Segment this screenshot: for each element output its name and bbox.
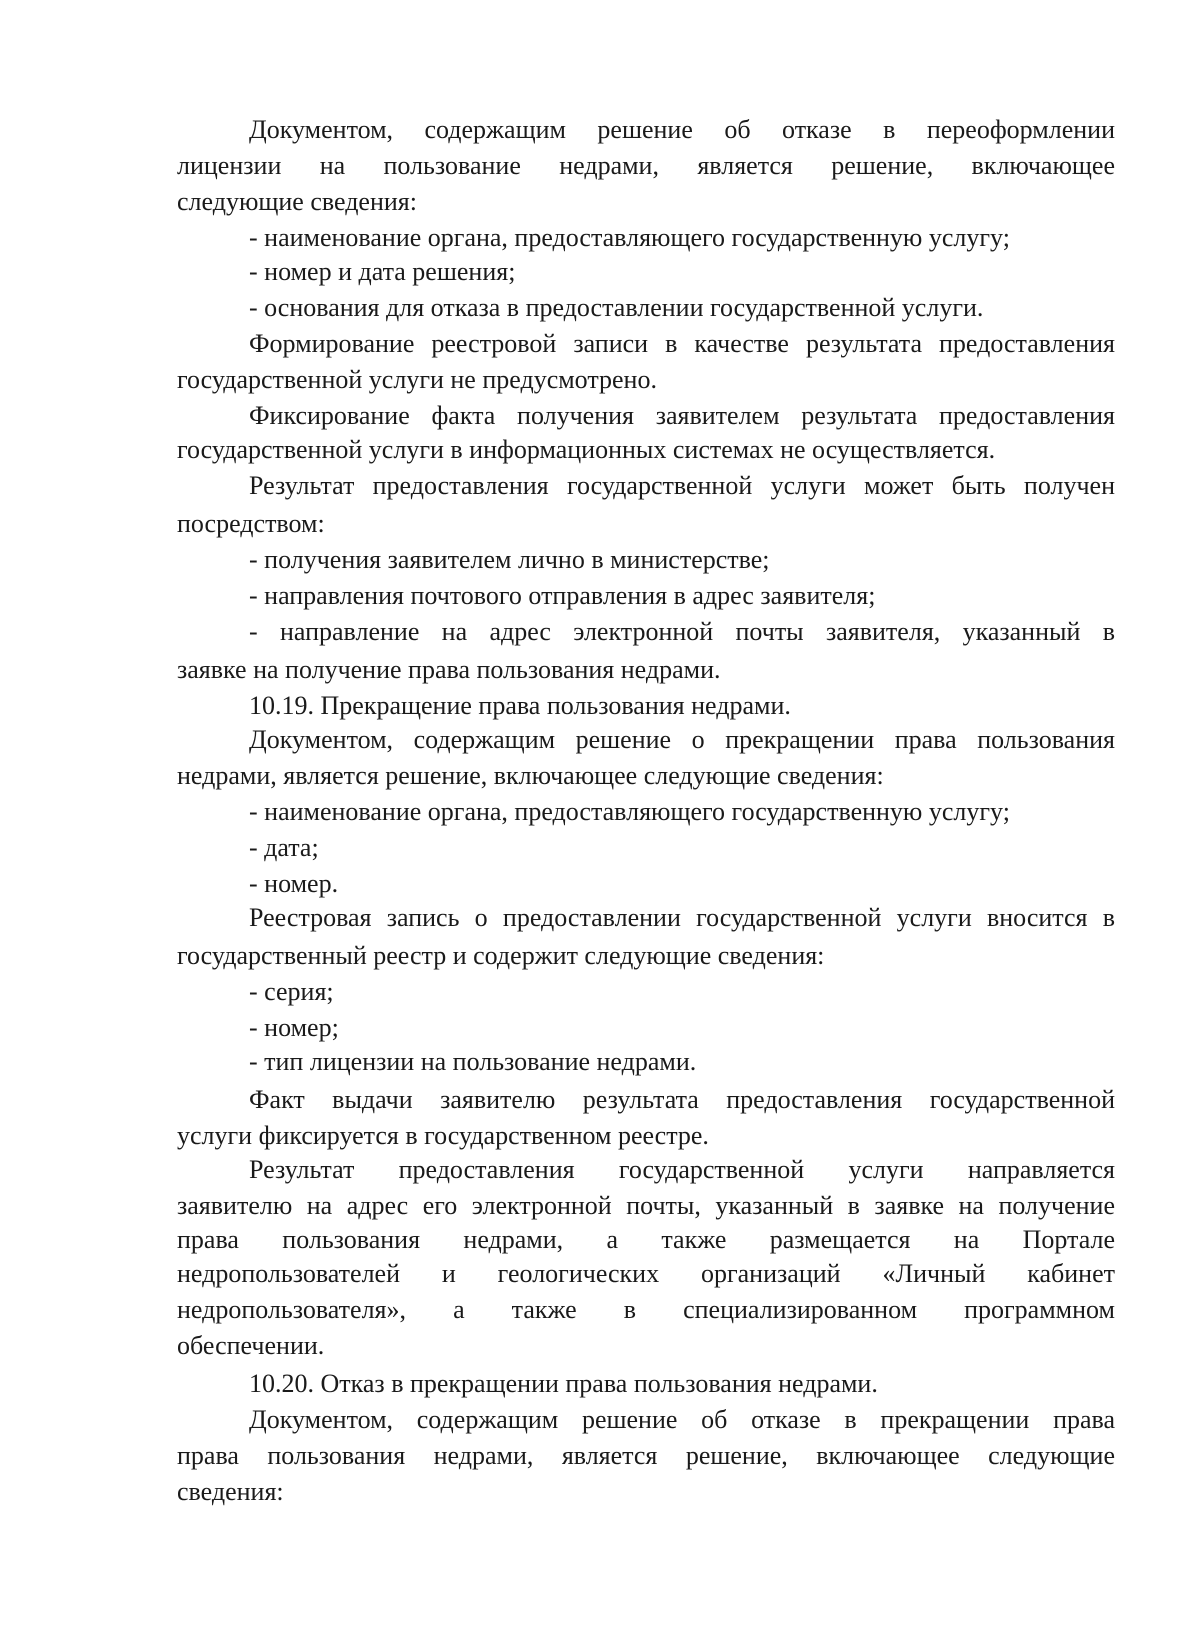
text-line: Реестровая запись о предоставлении государственной услуги вносится в <box>249 903 1115 932</box>
text-line: права пользования недрами, а также размещается на Портале <box>177 1225 1115 1254</box>
text-line: государственной услуги в информационных системах не осуществляется. <box>177 435 996 464</box>
text-line: Документом, содержащим решение об отказе в прекращении права <box>249 1405 1115 1434</box>
text-line: 10.19. Прекращение права пользования недрами. <box>249 691 791 720</box>
text-line: Документом, содержащим решение о прекращении права пользования <box>249 725 1115 754</box>
text-line: Результат предоставления государственной услуги направляется <box>249 1155 1115 1184</box>
text-line: - получения заявителем лично в министерстве; <box>249 545 770 574</box>
text-line: заявителю на адрес его электронной почты, указанный в заявке на получение <box>177 1191 1115 1220</box>
text-line: - наименование органа, предоставляющего государственную услугу; <box>249 797 1010 826</box>
text-line: лицензии на пользование недрами, является решение, включающее <box>177 151 1115 180</box>
text-line: Фиксирование факта получения заявителем результата предоставления <box>249 401 1115 430</box>
text-line: государственной услуги не предусмотрено. <box>177 365 657 394</box>
text-line: недропользователей и геологических организаций «Личный кабинет <box>177 1259 1115 1288</box>
text-line: обеспечении. <box>177 1331 325 1360</box>
text-line: заявке на получение права пользования недрами. <box>177 655 721 684</box>
text-line: - номер. <box>249 869 339 898</box>
text-line: права пользования недрами, является решение, включающее следующие <box>177 1441 1115 1470</box>
text-line: недропользователя», а также в специализированном программном <box>177 1295 1115 1324</box>
text-line: - основания для отказа в предоставлении государственной услуги. <box>249 293 984 322</box>
text-line: - наименование органа, предоставляющего государственную услугу; <box>249 223 1010 252</box>
text-line: - номер и дата решения; <box>249 257 516 286</box>
text-line: 10.20. Отказ в прекращении права пользования недрами. <box>249 1369 878 1398</box>
text-line: - направления почтового отправления в адрес заявителя; <box>249 581 876 610</box>
text-line: - тип лицензии на пользование недрами. <box>249 1047 697 1076</box>
text-line: сведения: <box>177 1477 284 1506</box>
text-line: Формирование реестровой записи в качестве результата предоставления <box>249 329 1115 358</box>
text-line: Результат предоставления государственной услуги может быть получен <box>249 471 1115 500</box>
text-line: Документом, содержащим решение об отказе в переоформлении <box>249 115 1115 144</box>
text-line: следующие сведения: <box>177 187 417 216</box>
text-line: - дата; <box>249 833 319 862</box>
text-line: - серия; <box>249 977 334 1006</box>
text-line: Факт выдачи заявителю результата предоставления государственной <box>249 1085 1115 1114</box>
text-line: услуги фиксируется в государственном реестре. <box>177 1121 709 1150</box>
text-line: - номер; <box>249 1013 339 1042</box>
text-line: государственный реестр и содержит следующие сведения: <box>177 941 825 970</box>
text-line: - направление на адрес электронной почты заявителя, указанный в <box>249 617 1115 646</box>
text-line: недрами, является решение, включающее следующие сведения: <box>177 761 884 790</box>
text-line: посредством: <box>177 509 325 538</box>
